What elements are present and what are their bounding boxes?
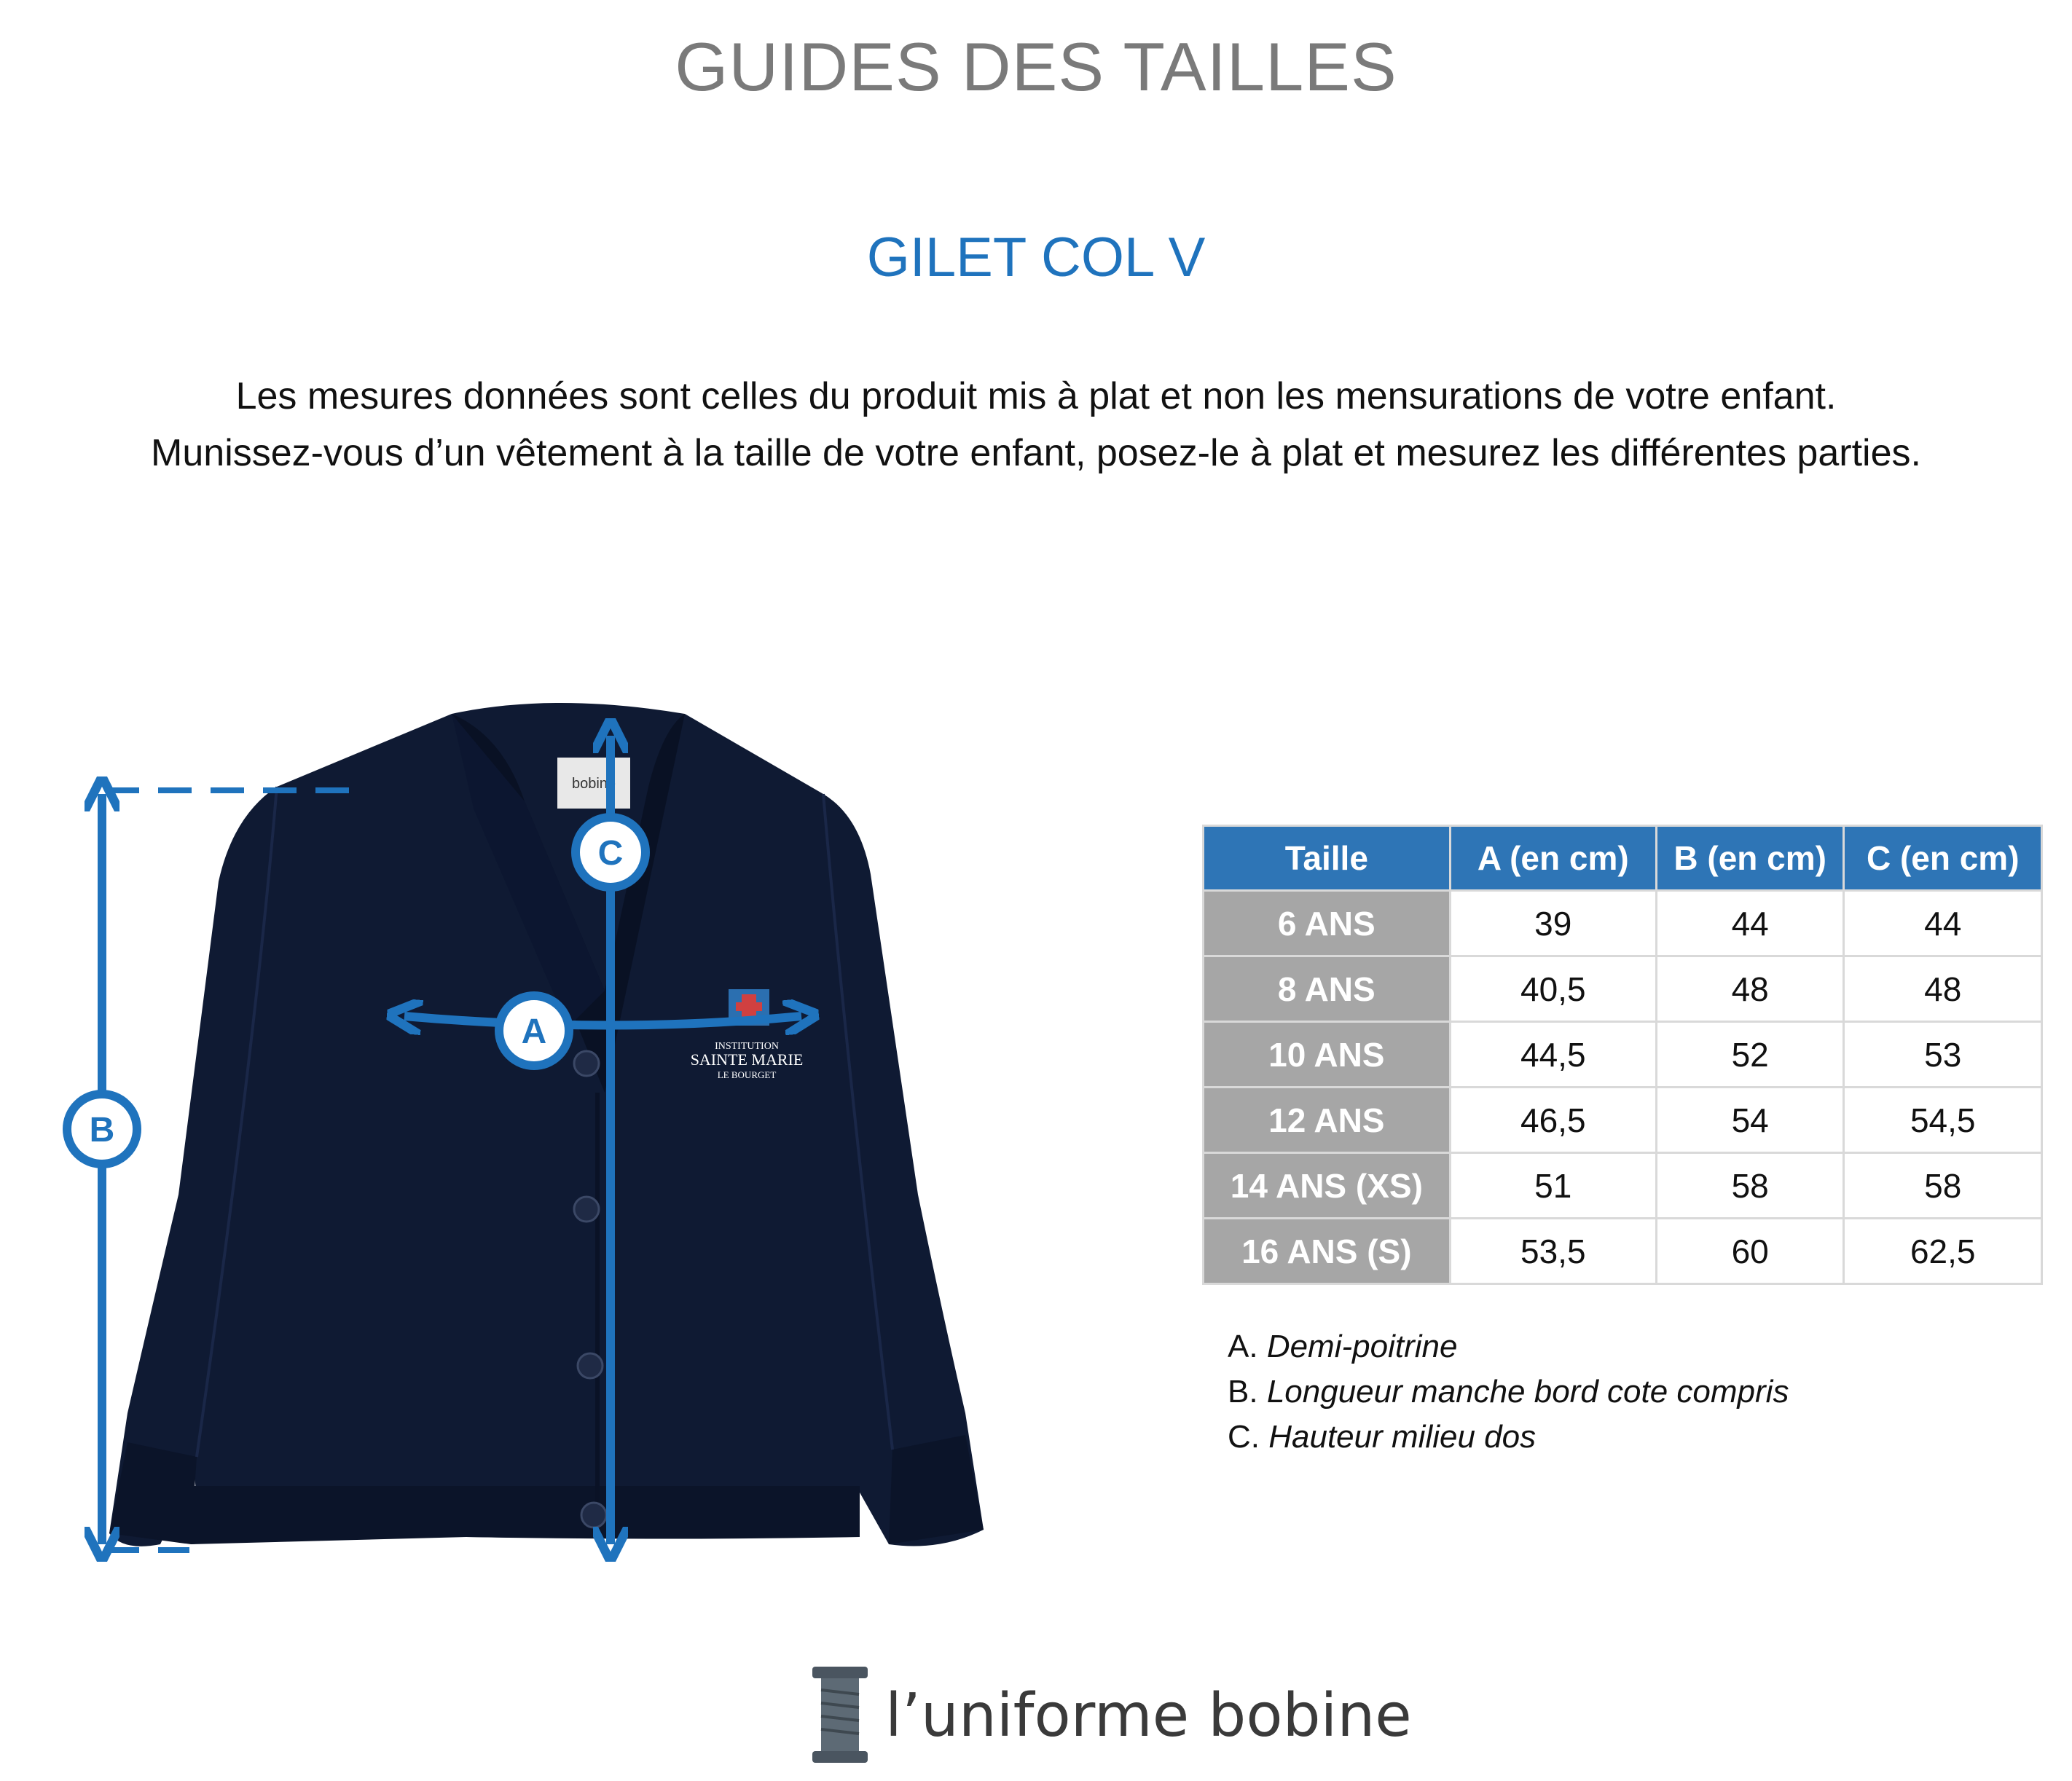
value-cell-b: 48 bbox=[1656, 956, 1844, 1022]
value-cell-a: 53,5 bbox=[1450, 1219, 1656, 1284]
page-title: GUIDES DES TAILLES bbox=[675, 28, 1397, 105]
table-row bbox=[1204, 1022, 2042, 1088]
neck-label-tag bbox=[557, 758, 630, 809]
marker-c: C bbox=[597, 834, 624, 873]
legend-text-b: Longueur manche bord cote compris bbox=[1266, 1374, 1789, 1410]
value-cell-b: 54 bbox=[1656, 1088, 1844, 1153]
legend-text-a: Demi-poitrine bbox=[1266, 1329, 1458, 1364]
column-header-b: B (en cm) bbox=[1656, 826, 1844, 891]
table-row bbox=[1204, 956, 2042, 1022]
value-cell-c: 48 bbox=[1844, 956, 2042, 1022]
intro-text bbox=[0, 368, 2072, 481]
column-header-size: Taille bbox=[1204, 826, 1451, 891]
table-row bbox=[1204, 1153, 2042, 1219]
measurement-legend bbox=[1228, 1324, 1789, 1460]
legend-item-c bbox=[1228, 1415, 1789, 1460]
legend-key-c: C. bbox=[1228, 1419, 1260, 1455]
legend-text-c: Hauteur milieu dos bbox=[1268, 1419, 1537, 1455]
legend-key-a: A. bbox=[1228, 1329, 1258, 1364]
column-header-c: C (en cm) bbox=[1844, 826, 2042, 891]
value-cell-b: 44 bbox=[1656, 891, 1844, 956]
crest-line-1: INSTITUTION bbox=[715, 1041, 779, 1052]
tag-text: bobine bbox=[571, 776, 616, 792]
size-cell: 10 ANS bbox=[1204, 1022, 1451, 1088]
value-cell-c: 44 bbox=[1844, 891, 2042, 956]
marker-b: B bbox=[89, 1111, 115, 1149]
value-cell-a: 44,5 bbox=[1450, 1022, 1656, 1088]
value-cell-c: 62,5 bbox=[1844, 1219, 2042, 1284]
table-header-row bbox=[1204, 826, 2042, 891]
table-row bbox=[1204, 1219, 2042, 1284]
value-cell-a: 51 bbox=[1450, 1153, 1656, 1219]
value-cell-b: 52 bbox=[1656, 1022, 1844, 1088]
brand-name: l’uniforme bobine bbox=[885, 1681, 1412, 1750]
value-cell-a: 46,5 bbox=[1450, 1088, 1656, 1153]
crest-line-2: SAINTE MARIE bbox=[690, 1050, 804, 1069]
intro-line-2: Munissez-vous d’un vêtement à la taille de votre enfant, posez-le à plat et mesurez les différentes parties. bbox=[151, 432, 1921, 474]
value-cell-c: 53 bbox=[1844, 1022, 2042, 1088]
legend-key-b: B. bbox=[1228, 1374, 1258, 1410]
value-cell-a: 39 bbox=[1450, 891, 1656, 956]
cardigan-shape bbox=[109, 703, 984, 1546]
intro-line-1: Les mesures données sont celles du produit mis à plat et non les mensurations de votre enfant. bbox=[235, 375, 1837, 417]
size-cell: 16 ANS (S) bbox=[1204, 1219, 1451, 1284]
table-row bbox=[1204, 891, 2042, 956]
column-header-a: A (en cm) bbox=[1450, 826, 1656, 891]
size-table bbox=[1202, 825, 2043, 1285]
legend-item-a bbox=[1228, 1324, 1789, 1369]
spool-icon bbox=[805, 1661, 878, 1770]
table-row bbox=[1204, 1088, 2042, 1153]
size-cell: 14 ANS (XS) bbox=[1204, 1153, 1451, 1219]
crest-line-3: LE BOURGET bbox=[717, 1069, 777, 1080]
cardigan-illustration bbox=[0, 685, 1064, 1603]
value-cell-c: 58 bbox=[1844, 1153, 2042, 1219]
product-title: GILET COL V bbox=[866, 227, 1206, 288]
brand-logo bbox=[805, 1661, 1412, 1770]
size-cell: 6 ANS bbox=[1204, 891, 1451, 956]
size-cell: 12 ANS bbox=[1204, 1088, 1451, 1153]
value-cell-b: 58 bbox=[1656, 1153, 1844, 1219]
value-cell-a: 40,5 bbox=[1450, 956, 1656, 1022]
marker-a: A bbox=[521, 1013, 547, 1051]
value-cell-c: 54,5 bbox=[1844, 1088, 2042, 1153]
legend-item-b bbox=[1228, 1369, 1789, 1415]
cardigan-diagram bbox=[0, 685, 1064, 1603]
value-cell-b: 60 bbox=[1656, 1219, 1844, 1284]
size-cell: 8 ANS bbox=[1204, 956, 1451, 1022]
